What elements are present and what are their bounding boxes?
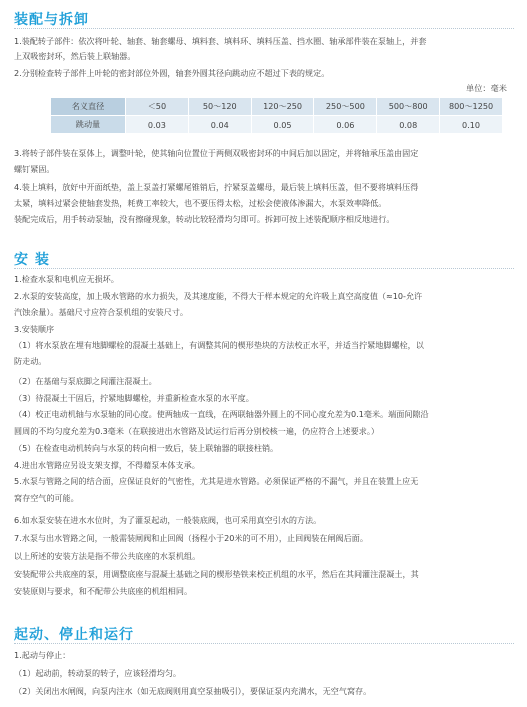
- paragraph-line: 5.水泵与管路之间的结合面，应保证良好的气密性，尤其是进水管路。必须保证严格的不漏气，并且在装置上应无: [14, 476, 419, 486]
- paragraph-line: 安装配带公共底座的泵，用调整底座与混凝土基础之间的楔形垫铁来校正机组的水平，然后在其间灌注混凝土，其: [14, 569, 419, 579]
- table-header-cell: 50～120: [188, 98, 251, 116]
- paragraph-line: 1.检查水泵和电机应无损坏。: [14, 274, 119, 284]
- table-cell: 0.10: [440, 116, 503, 134]
- paragraph-line: 以上所述的安装方法是指不带公共底座的水泵机组。: [14, 551, 201, 561]
- section-divider: [14, 28, 514, 29]
- table-header-row: [51, 98, 503, 116]
- table-cell: 0.03: [126, 116, 189, 134]
- paragraph-line: 7.水泵与出水管路之间，一般需装闸阀和止回阀（扬程小于20米的可不用），止回阀装在闸阀后面。: [14, 533, 368, 543]
- paragraph-line: 上双吸密封环，然后装上联轴器。: [14, 51, 136, 61]
- paragraph-line: （2）在基础与泵底脚之间灌注混凝土。: [14, 376, 157, 386]
- paragraph-line: 安装原则与要求，和不配带公共底座的机组相同。: [14, 586, 193, 596]
- table-row-label: 跳动量: [51, 116, 126, 134]
- section-title-assembly: 装配与拆卸: [14, 12, 89, 28]
- paragraph-line: 螺钉紧固。: [14, 164, 55, 174]
- table-header-cell: 800～1250: [440, 98, 503, 116]
- table-header-cell: ＜50: [126, 98, 189, 116]
- paragraph-line: 3.安装顺序: [14, 324, 55, 334]
- paragraph-line: 2.分别检查转子部件上叶轮的密封部位外圆，轴套外圆其径向跳动应不超过下表的规定。: [14, 68, 330, 78]
- paragraph-line: 3.将转子部件装在泵体上，调整叶轮，使其轴向位置位于两侧双吸密封环的中间后加以固定，并将轴承压盖由固定: [14, 148, 419, 158]
- paragraph-line: 4.进出水管路应另设支架支撑，不得藉泵本体支承。: [14, 460, 200, 470]
- table-cell: 0.04: [188, 116, 251, 134]
- table-header-cell: 500～800: [377, 98, 440, 116]
- table-header-cell: 120～250: [251, 98, 314, 116]
- paragraph-line: 2.水泵的安装高度，加上吸水管路的水力损失，及其速度能，不得大于样本规定的允许吸上真空高度值（≈10-允许: [14, 291, 423, 301]
- paragraph-line: 装配完成后，用手转动泵轴，没有擦碰现象，转动比较轻滑均匀即可。拆卸可按上述装配顺序相反地进行。: [14, 214, 395, 224]
- paragraph-line: （2）关闭出水闸阀，向泵内注水（如无底阀则用真空泵抽吸引），要保证泵内充满水，无空气窝存。: [14, 686, 372, 696]
- paragraph-line: 汽蚀余量）。基础尺寸应符合泵机组的安装尺寸。: [14, 307, 189, 317]
- paragraph-line: 6.如水泵安装在进水水位时，为了灌泵起动，一般装底阀，也可采用真空引水的方法。: [14, 515, 322, 525]
- runout-table: [50, 97, 503, 134]
- section-title-operation: 起动、停止和运行: [14, 627, 134, 643]
- table-cell: 0.06: [314, 116, 377, 134]
- table-row: [51, 116, 503, 134]
- paragraph-line: （1）将水泵放在埋有地脚螺栓的混凝土基础上，有调整其间的楔形垫块的方法校正水平，并适当拧紧地脚螺栓，以: [14, 340, 424, 350]
- paragraph-line: （4）校正电动机轴与水泵轴的同心度。使两轴成一直线，在两联轴器外圆上的不同心度允差为0.1毫米。端面间隙沿: [14, 409, 429, 419]
- table-unit-label: 单位：毫米: [466, 83, 507, 93]
- paragraph-line: 太紧，填料过紧会使轴套发热，耗费工率较大，也不要压得太松，过松会使液体渗漏大，水泵效率降低。: [14, 198, 387, 208]
- paragraph-line: （1）起动前，转动泵的转子，应该轻滑均匀。: [14, 668, 182, 678]
- paragraph-line: 4.装上填料，放好中开面纸垫，盖上泵盖打紧螺尾锥销后，拧紧泵盖螺母，最后装上填料压盖，但不要将填料压得: [14, 182, 419, 192]
- table-row-label: 名义直径: [51, 98, 126, 116]
- paragraph-line: 窝存空气的可能。: [14, 493, 79, 503]
- table-header-cell: 250～500: [314, 98, 377, 116]
- paragraph-line: 圆周的不均匀度允差为0.3毫米（在联接进出水管路及试运行后再分别校核一遍，仍应符合上述要求。）: [14, 426, 379, 436]
- paragraph-line: 1.装配转子部件：依次将叶轮、轴套、轴套螺母、填料套、填料环、填料压盖、挡水圈、轴承部件装在泵轴上，并套: [14, 36, 427, 46]
- section-divider: [14, 643, 514, 644]
- paragraph-line: 1.起动与停止：: [14, 650, 71, 660]
- section-title-installation: 安 装: [14, 252, 50, 268]
- table-cell: 0.08: [377, 116, 440, 134]
- paragraph-line: 防走动。: [14, 356, 47, 366]
- paragraph-line: （5）在检查电动机转向与水泵的转向相一致后，装上联轴器的联接柱销。: [14, 443, 279, 453]
- table-cell: 0.05: [251, 116, 314, 134]
- paragraph-line: （3）待混凝土干固后，拧紧地脚螺栓，并重新检查水泵的水平度。: [14, 393, 254, 403]
- section-divider: [14, 268, 514, 269]
